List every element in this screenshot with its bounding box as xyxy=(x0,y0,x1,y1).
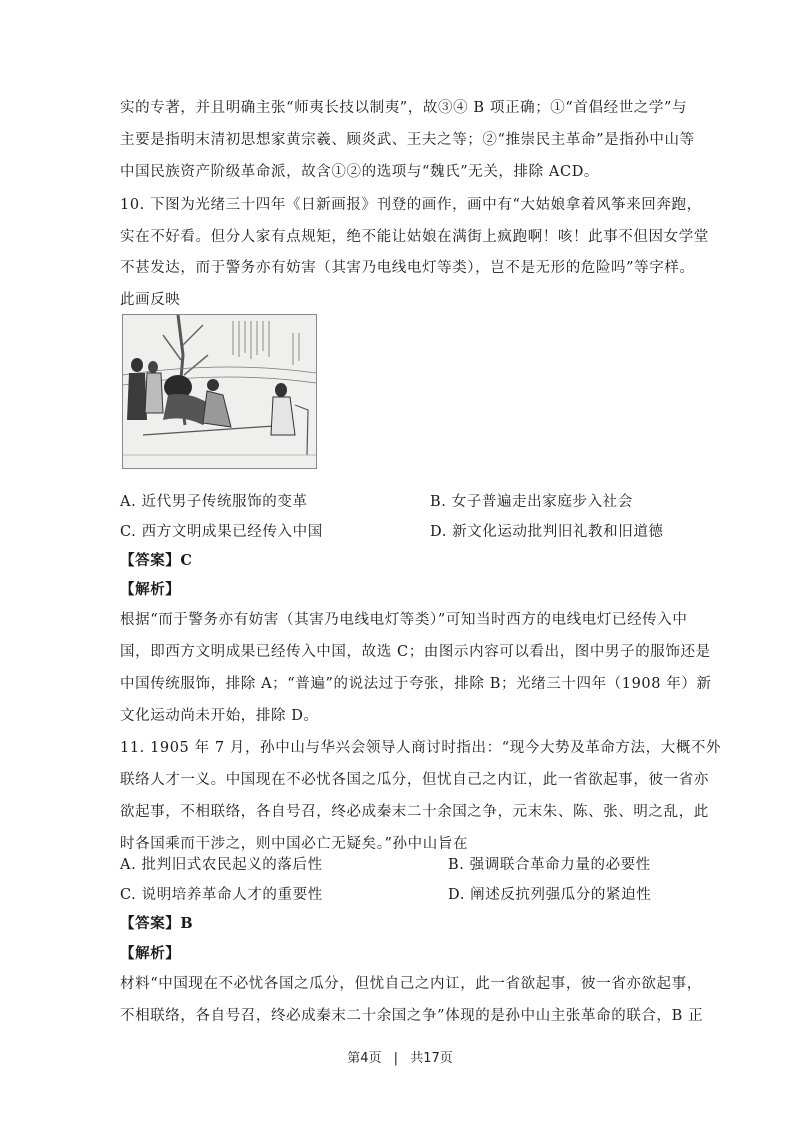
text-line: 时各国乘而干涉之，则中国必亡无疑矣。”孙中山旨在 xyxy=(120,836,469,852)
text-line: 此画反映 xyxy=(120,292,181,308)
illustration-drawing xyxy=(123,315,316,468)
q11-option-b: B. 强调联合革命力量的必要性 xyxy=(448,857,651,873)
q10-option-d: D. 新文化运动批判旧礼教和旧道德 xyxy=(430,524,664,540)
newspaper-illustration xyxy=(122,314,317,469)
text-line: 实在不好看。但分人家有点规矩，绝不能让姑娘在满街上疯跑啊！咳！此事不但因女学堂 xyxy=(120,229,709,245)
text-line: 材料“中国现在不必忧各国之瓜分，但忧自己之内讧，此一省欲起事，彼一省亦欲起事， xyxy=(120,976,702,992)
text-line: 根据“而于警务亦有妨害（其害乃电线电灯等类）”可知当时西方的电线电灯已经传入中 xyxy=(120,612,688,628)
text-line: 主要是指明末清初思想家黄宗羲、顾炎武、王夫之等；②“推崇民主革命”是指孙中山等 xyxy=(120,132,695,148)
page-footer xyxy=(0,1047,800,1066)
analysis-heading: 【解析】 xyxy=(120,581,181,598)
q11-option-a: A. 批判旧式农民起义的落后性 xyxy=(120,857,323,873)
q10-option-a: A. 近代男子传统服饰的变革 xyxy=(120,494,308,510)
text-line: 实的专著，并且明确主张“师夷长技以制夷”，故③④ B 项正确；①“首倡经世之学”与 xyxy=(120,100,688,116)
text-line: 不甚发达，而于警务亦有妨害（其害乃电线电灯等类），岂不是无形的危险吗”等字样。 xyxy=(120,260,695,276)
text-line: 文化运动尚未开始，排除 D。 xyxy=(120,708,319,724)
answer-11: 【答案】B xyxy=(120,915,194,932)
footer-separator: | xyxy=(393,1051,399,1066)
page-total: 共17页 xyxy=(410,1051,453,1066)
q11-option-d: D. 阐述反抗列强瓜分的紧迫性 xyxy=(448,887,652,903)
text-line: 欲起事，不相联络，各自号召，终必成秦末二十余国之争，元末朱、陈、张、明之乱，此 xyxy=(120,804,709,820)
text-line: 中国传统服饰，排除 A；“普遍”的说法过于夸张，排除 B；光绪三十四年（1908 年）新 xyxy=(120,676,712,692)
q10-option-c: C. 西方文明成果已经传入中国 xyxy=(120,524,323,540)
q11-option-c: C. 说明培养革命人才的重要性 xyxy=(120,887,323,903)
page-number: 第4页 xyxy=(347,1051,382,1066)
question-10: 10. 下图为光绪三十四年《日新画报》刊登的画作，画中有“大姑娘拿着风筝来回奔跑， xyxy=(120,197,702,213)
answer-10: 【答案】C xyxy=(120,552,193,569)
q10-option-b: B. 女子普遍走出家庭步入社会 xyxy=(430,494,633,510)
text-line: 不相联络，各自号召，终必成秦末二十余国之争”体现的是孙中山主张革命的联合，B 正 xyxy=(120,1008,704,1024)
text-line: 中国民族资产阶级革命派，故含①②的选项与“魏氏”无关，排除 ACD。 xyxy=(120,164,600,180)
text-line: 国，即西方文明成果已经传入中国，故选 C；由图示内容可以看出，图中男子的服饰还是 xyxy=(120,644,711,660)
text-line: 联络人才一义。中国现在不必忧各国之瓜分，但忧自己之内讧，此一省欲起事，彼一省亦 xyxy=(120,772,709,788)
question-11: 11. 1905 年 7 月，孙中山与华兴会领导人商讨时指出：“现今大势及革命方法，大概不外 xyxy=(120,740,722,756)
analysis-heading: 【解析】 xyxy=(120,945,181,962)
